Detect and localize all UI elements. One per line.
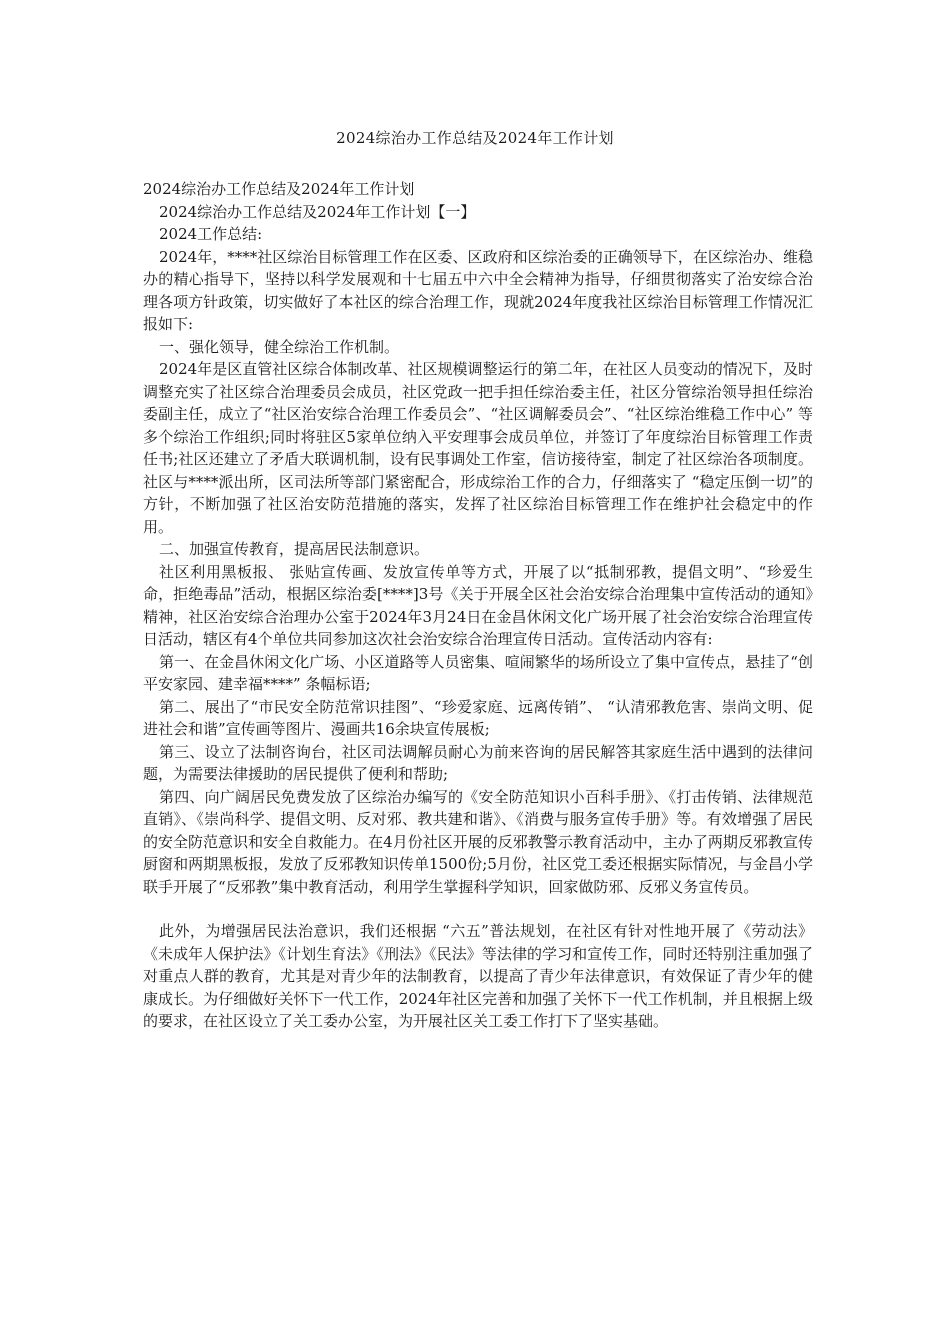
- subheading: 二、加强宣传教育，提高居民法制意识。: [159, 540, 430, 558]
- list-item: 第三、设立了法制咨询台，社区司法调解员耐心为前来咨询的居民解答其家庭生活中遇到的法律问题，为需要法律援助的居民提供了便利和帮助;: [143, 742, 813, 783]
- subheading: 一、强化领导，健全综治工作机制。: [159, 337, 400, 356]
- section-heading: 2024综治办工作总结及2024年工作计划【一】: [159, 202, 476, 221]
- document-body: [143, 178, 813, 1033]
- summary-label: 2024工作总结:: [159, 225, 263, 243]
- doc-heading: 2024综治办工作总结及2024年工作计划: [143, 180, 415, 198]
- list-item: 第二、展出了“市民安全防范常识挂图”、“珍爱家庭、远离传销”、 “认清邪教危害、崇尚文明、促进社会和谐”宣传画等图片、漫画共16余块宣传展板;: [143, 697, 813, 738]
- document-title: 2024综治办工作总结及2024年工作计划: [336, 129, 614, 147]
- paragraph: 社区利用黑板报、 张贴宣传画、发放宣传单等方式，开展了以“抵制邪教，提倡文明”、“珍爱生命，拒绝毒品”活动，根据区综治委[****]3号《关于开展全区社会治安综合治理集中宣传活动的通知》精神，社区治安综合治理办公室于2024年3月24日在金昌休闲文化广场开展了社会治安综合治理宣传日活动，辖区有4个单位共同参加这次社会治安综合治理宣传日活动。宣传活动内容有:: [143, 562, 813, 648]
- paragraph: 2024年，****社区综治目标管理工作在区委、区政府和区综治委的正确领导下，在区综治办、维稳办的精心指导下，坚持以科学发展观和十七届五中六中全会精神为指导，仔细贯彻落实了治安综合治理各项方针政策，切实做好了本社区的综合治理工作，现就2024年度我社区综治目标管理工作情况汇报如下:: [143, 247, 813, 333]
- list-item: 第一、在金昌休闲文化广场、小区道路等人员密集、喧闹繁华的场所设立了集中宣传点，悬挂了“创平安家园、建幸福****” 条幅标语;: [143, 652, 813, 693]
- list-item: 第四、向广阔居民免费发放了区综治办编写的《安全防范知识小百科手册》、《打击传销、法律规范直销》、《崇尚科学、提倡文明、反对邪、教共建和谐》、《消费与服务宣传手册》等。有效增强了居民的安全防范意识和安全自救能力。在4月份社区开展的反邪教警示教育活动中，主办了两期反邪教宣传厨窗和两期黑板报，发放了反邪教知识传单1500份;5月份，社区党工委还根据实际情况，与金昌小学联手开展了“反邪教”集中教育活动，利用学生掌握科学知识，回家做防邪、反邪义务宣传员。: [143, 787, 813, 896]
- paragraph: 2024年是区直管社区综合体制改革、社区规模调整运行的第二年，在社区人员变动的情况下，及时调整充实了社区综合治理委员会成员，社区党政一把手担任综治委主任，社区分管综治领导担任综治委副主任，成立了“社区治安综合治理工作委员会”、“社区调解委员会”、“社区综治维稳工作中心” 等多个综治工作组织;同时将驻区5家单位纳入平安理事会成员单位，并签订了年度综治目标管理工作责任书;社区还建立了矛盾大联调机制，设有民事调处工作室，信访接待室，制定了社区综治各项制度。社区与****派出所，区司法所等部门紧密配合，形成综治工作的合力，仔细落实了 “稳定压倒一切”的方针，不断加强了社区治安防范措施的落实，发挥了社区综治目标管理工作在维护社会稳定中的作用。: [143, 360, 813, 536]
- paragraph: 此外，为增强居民法治意识，我们还根据 “六五”普法规划，在社区有针对性地开展了《劳动法》《未成年人保护法》《计划生育法》《刑法》《民法》等法律的学习和宣传工作，同时还特别注重加强了对重点人群的教育，尤其是对青少年的法制教育，以提高了青少年法律意识，有效保证了青少年的健康成长。为仔细做好关怀下一代工作，2024年社区完善和加强了关怀下一代工作机制，并且根据上级的要求，在社区设立了关工委办公室，为开展社区关工委工作打下了坚实基础。: [143, 922, 813, 1030]
